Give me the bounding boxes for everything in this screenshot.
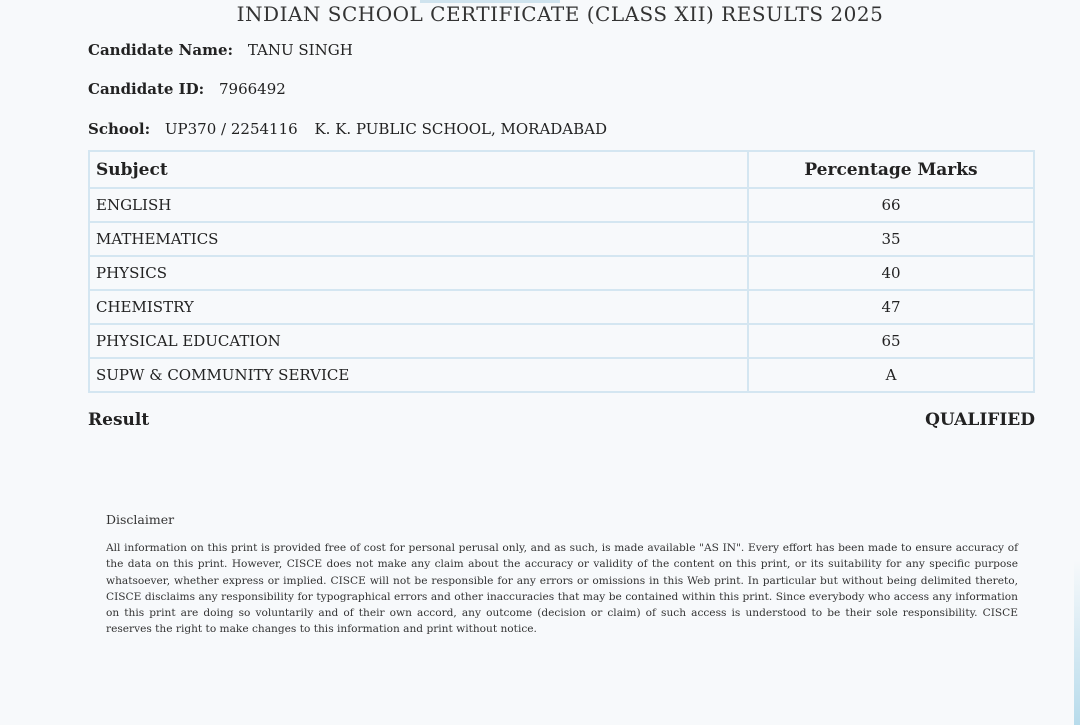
school-row xyxy=(88,120,607,138)
table-row xyxy=(89,222,1034,256)
candidate-id-value: 7966492 xyxy=(219,80,286,98)
page-title: INDIAN SCHOOL CERTIFICATE (CLASS XII) RESULTS 2025 xyxy=(236,2,884,26)
table-row xyxy=(89,256,1034,290)
candidate-name-label: Candidate Name: xyxy=(88,41,234,59)
marks-cell: 47 xyxy=(748,290,1034,324)
marks-cell: 40 xyxy=(748,256,1034,290)
result-value: QUALIFIED xyxy=(925,410,1035,430)
percentage-column-header: Percentage Marks xyxy=(748,151,1034,188)
marks-table xyxy=(88,150,1035,393)
table-row xyxy=(89,188,1034,222)
subject-cell: PHYSICAL EDUCATION xyxy=(89,324,748,358)
result-row xyxy=(88,410,1035,430)
candidate-id-label: Candidate ID: xyxy=(88,80,205,98)
marks-cell: A xyxy=(748,358,1034,392)
marks-cell: 65 xyxy=(748,324,1034,358)
subject-column-header: Subject xyxy=(89,151,748,188)
candidate-id-row xyxy=(88,80,286,98)
marks-table-header-row xyxy=(89,151,1034,188)
edge-glow-decoration xyxy=(1074,560,1080,725)
result-label: Result xyxy=(88,410,150,430)
table-row xyxy=(89,324,1034,358)
marks-cell: 66 xyxy=(748,188,1034,222)
marks-cell: 35 xyxy=(748,222,1034,256)
candidate-name-row xyxy=(88,41,353,59)
disclaimer-text: All information on this print is provided free of cost for personal perusal only, and as such, is made available "AS IN". Every effort has been made to ensure accuracy of the data on this print. However, CISCE does not make any claim about the accuracy or validity of the content on this print, or its suitability for any specific purpose whatsoever, whether express or implied. CISCE will not be responsible for any errors or omissions in this Web print. In particular but without being delimited thereto, CISCE disclaims any responsibility for typographical errors and other inaccuracies that may be contained within this print. Since everybody who access any information on this print are doing so voluntarily and of their own accord, any outcome (decision or claim) of such access is understood to be their sole responsibility. CISCE reserves the right to make changes to this information and print without notice. xyxy=(106,542,1018,636)
school-name: K. K. PUBLIC SCHOOL, MORADABAD xyxy=(314,120,608,138)
disclaimer-title: Disclaimer xyxy=(106,512,175,527)
table-row xyxy=(89,290,1034,324)
school-label: School: xyxy=(88,120,151,138)
table-row xyxy=(89,358,1034,392)
disclaimer-section xyxy=(106,512,1018,638)
subject-cell: SUPW & COMMUNITY SERVICE xyxy=(89,358,748,392)
school-code: UP370 / 2254116 xyxy=(164,120,298,138)
subject-cell: ENGLISH xyxy=(89,188,748,222)
subject-cell: CHEMISTRY xyxy=(89,290,748,324)
candidate-name-value: TANU SINGH xyxy=(247,41,353,59)
subject-cell: MATHEMATICS xyxy=(89,222,748,256)
subject-cell: PHYSICS xyxy=(89,256,748,290)
